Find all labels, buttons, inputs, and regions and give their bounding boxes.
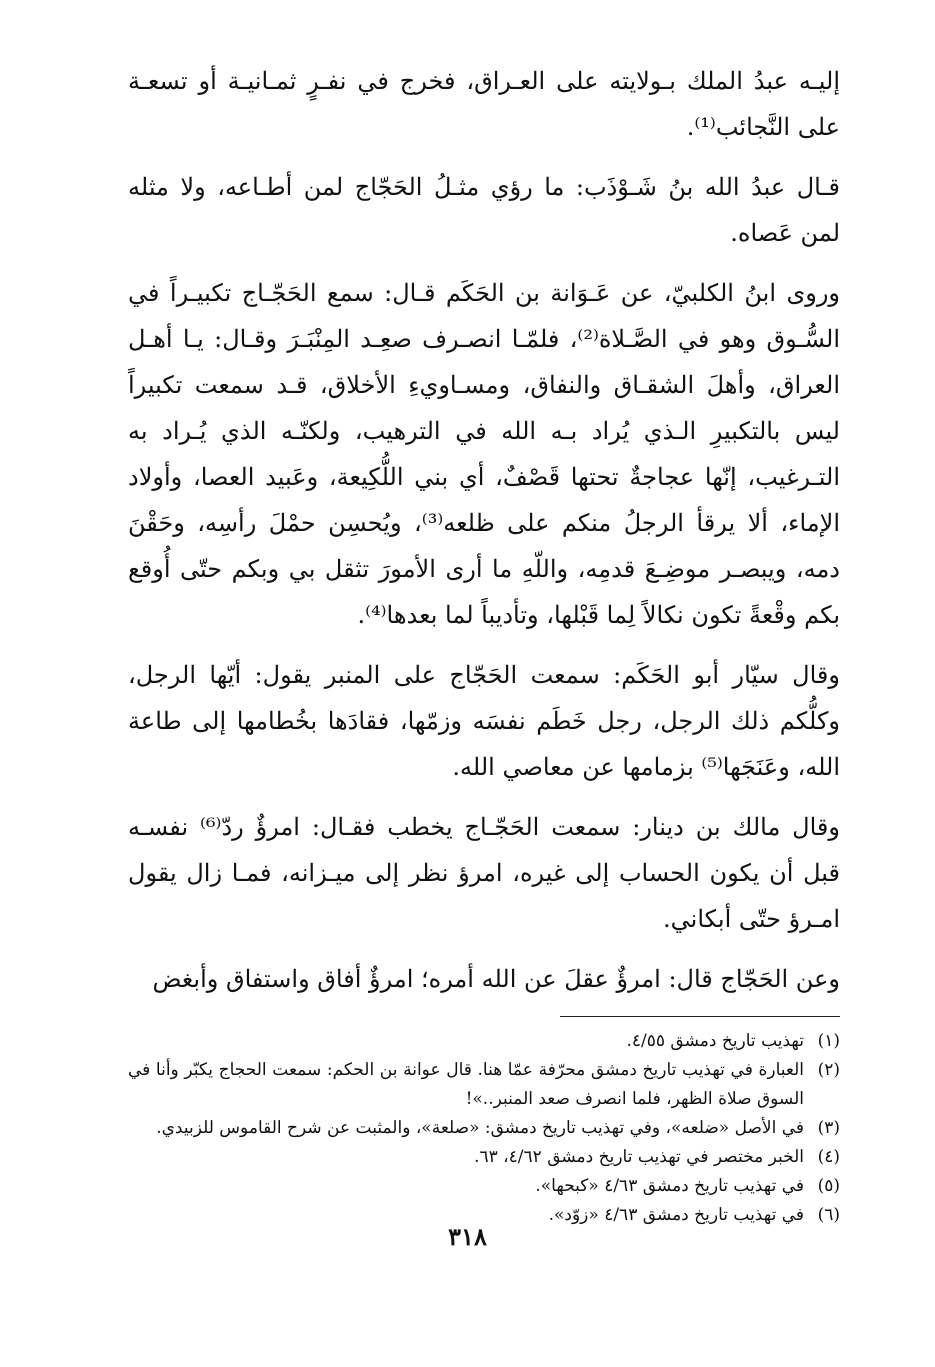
footnote-separator [560, 1016, 840, 1027]
paragraph-6: وعن الحَجّاج قال: امرؤٌ عقلَ عن الله أمره؛ امرؤٌ أفاق واستفاق وأبغض [152, 965, 840, 993]
paragraph-4: وقال سيّار أبو الحَكَم: سمعت الحَجّاج على المنبر يقول: أيّها الرجل، وكلُّكم ذلك الرجل، رجل خَطَم نفسَه وزمّها، فقادَها بخُطامها إلى طاعة الله، وعَنَجَها⁽⁵⁾ بزمامها عن معاصي الله. [128, 661, 840, 781]
footnote-text: تهذيب تاريخ دمشق ٤/٥٥. [626, 1031, 804, 1051]
footnote-text: في تهذيب تاريخ دمشق ٤/٦٣ «زوّد». [548, 1205, 804, 1225]
footnote-text: في الأصل «ضلعه»، وفي تهذيب تاريخ دمشق: «صلعة»، والمثبت عن شرح القاموس للزبيدي. [156, 1118, 804, 1138]
footnote-text: العبارة في تهذيب تاريخ دمشق محرّفة عمّا هنا. قال عوانة بن الحكم: سمعت الحجاج يكبّر وأنا في السوق صلاة الظهر، فلما انصرف صعد المنبر..»! [128, 1060, 804, 1109]
footnote-number: (٤) [817, 1147, 840, 1167]
footnote-item [128, 1143, 840, 1172]
page-body [128, 58, 840, 1230]
footnote-item [128, 1056, 840, 1114]
footnote-number: (١) [817, 1031, 840, 1051]
page-number: ٣١٨ [448, 1222, 487, 1251]
footnote-number: (٥) [817, 1176, 840, 1196]
footnote-number: (٢) [817, 1060, 840, 1080]
paragraph-1: إليـه عبدُ الملك بـولايته على العـراق، فخرج في نفـرٍ ثمـانيـة أو تسعـة على النَّجائب⁽¹⁾. [128, 67, 840, 141]
paragraph-5: وقال مالك بن دينار: سمعت الحَجّـاج يخطب فقـال: امرؤٌ ردّ⁽⁶⁾ نفسـه قبل أن يكون الحساب إلى غيره، امرؤ نظر إلى ميـزانه، فمـا زال يقول امـرؤ حتّى أبكاني. [128, 813, 840, 933]
footnote-text: في تهذيب تاريخ دمشق ٤/٦٣ «كبحها». [535, 1176, 804, 1196]
footnote-number: (٣) [817, 1118, 840, 1138]
footnote-number: (٦) [817, 1205, 840, 1225]
footnote-item [128, 1114, 840, 1143]
footnote-item [128, 1172, 840, 1201]
footnote-item [128, 1027, 840, 1056]
paragraph-3: وروى ابنُ الكلبيّ، عن عَـوَانة بن الحَكَم قـال: سمع الحَجّـاج تكبيـراً في السُّـوق وهو في الصَّـلاة⁽²⁾، فلمّـا انصـرف صعِـد المِنْبَـرَ وقـال: يـا أهـل العراق، وأهلَ الشقـاق والنفاق، ومسـاويءِ الأخلاق، قـد سمعت تكبيراً ليس بالتكبيرِ الـذي يُراد بـه الله في الترهيب، ولكنّـه الذي يُـراد به التـرغيب، إنّها عجاجةٌ تحتها قَصْفٌ، أي بني اللُّكِيعة، وعَبيد العصا، وأولاد الإماء، ألا يرقأ الرجلُ منكم على ظلعه⁽³⁾، ويُحسِن حمْلَ رأسِه، وحَقْنَ دمه، ويبصـر موضِـعَ قدمِه، واللّهِ ما أرى الأمورَ تثقل بي وبكم حتّى أُوقع بكم وقْعةً تكون نكالاً لِما قَبْلها، وتأديباً لما بعدها⁽⁴⁾. [128, 279, 841, 629]
paragraph-2: قـال عبدُ الله بنُ شَـوْذَب: ما رؤي مثـلُ الحَجّاج لمن أطـاعه، ولا مثله لمن عَصاه. [128, 173, 840, 247]
footnote-text: الخبر مختصر في تهذيب تاريخ دمشق ٤/٦٢، ٦٣. [474, 1147, 804, 1167]
footnotes [128, 1027, 840, 1230]
